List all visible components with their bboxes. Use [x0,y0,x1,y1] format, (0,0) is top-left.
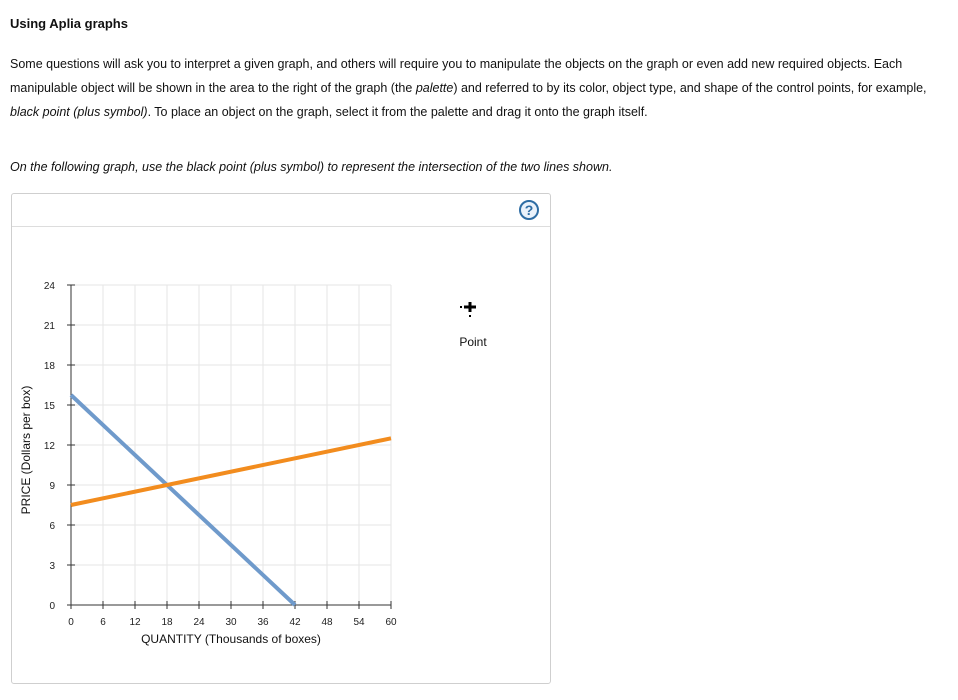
x-tick-label: 36 [257,617,269,628]
palette-point-label[interactable]: Point [459,335,487,349]
x-tick-label: 18 [161,617,173,628]
intro-example-term: black point (plus symbol) [10,105,148,119]
y-tick-label: 24 [43,281,55,292]
x-tick-label: 48 [321,617,333,628]
x-tick-label: 42 [289,617,301,628]
palette-point-tool[interactable] [460,302,476,317]
chart-grid [71,285,391,605]
y-tick-label: 21 [43,321,55,332]
x-tick-label: 54 [353,617,365,628]
y-tick-label: 18 [43,361,55,372]
x-tick-label: 6 [100,617,106,628]
black-plus-point-icon [460,302,476,317]
chart-tick-labels [44,281,397,628]
y-axis-label: PRICE (Dollars per box) [19,385,33,515]
page-title: Using Aplia graphs [10,16,128,31]
x-tick-label: 12 [129,617,141,628]
x-tick-label: 30 [225,617,237,628]
intro-text-2: ) and referred to by its color, object type, and shape of the control points, for example, [453,81,927,95]
x-axis-label: QUANTITY (Thousands of boxes) [141,632,321,646]
x-tick-label: 60 [385,617,397,628]
x-tick-label: 24 [193,617,205,628]
intro-palette-term: palette [415,81,454,95]
y-tick-label: 15 [43,401,55,412]
intro-text-3: . To place an object on the graph, select it from the palette and drag it onto the graph itself. [147,105,648,119]
y-tick-label: 6 [49,521,55,532]
intro-text-1: Some questions will ask you to interpret a given graph, and others will require you to manipulate the objects on the graph or even add new required objects. Each manipulable object will be shown in the area to the right of the graph (the [10,57,903,95]
x-tick-label: 0 [68,617,74,628]
y-tick-label: 3 [49,561,55,572]
instruction-text: On the following graph, use the black point (plus symbol) to represent the intersection of the two lines shown. [10,160,613,174]
y-tick-label: 12 [43,441,55,452]
y-tick-label: 0 [49,601,55,612]
y-tick-label: 9 [49,481,55,492]
help-button[interactable]: ? [519,200,539,220]
